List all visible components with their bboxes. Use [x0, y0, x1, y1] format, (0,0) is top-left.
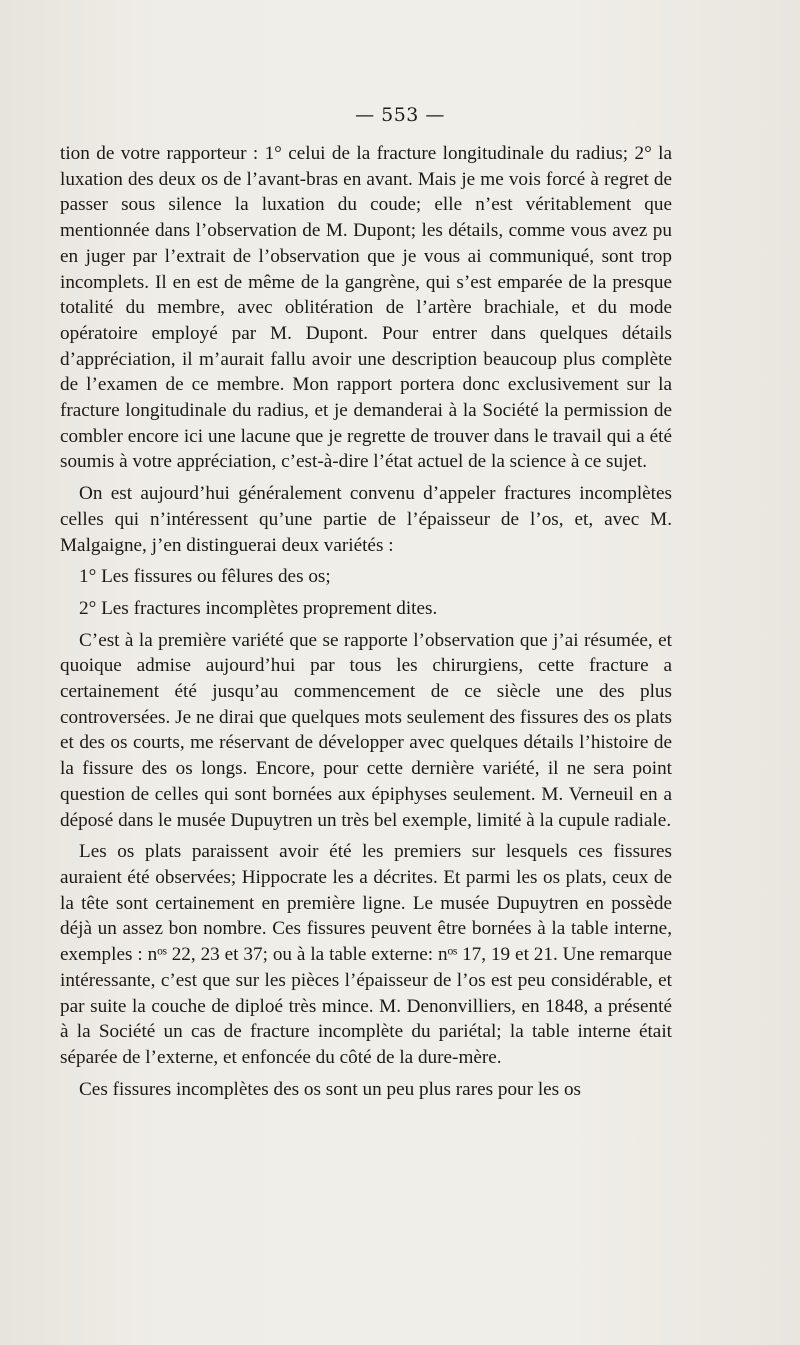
list-item: 1° Les fissures ou fêlures des os;	[79, 566, 331, 588]
paragraph: C’est à la première variété que se rapporte l’observation que j’ai résumée, et quoique admise aujourd’hui par tous les chirurgiens, cette fracture a certainement été jusqu’au commencement de ce siècle une des plus controversées. Je ne dirai que quelques mots seulement des fissures des os plats et des os courts, me réservant de développer avec quelques détails l’histoire de la fissure des os longs. Encore, pour cette dernière variété, il ne sera point question de celles qui sont bornées aux épiphyses seulement. M. Verneuil en a déposé dans le musée Dupuytren un très bel exemple, limité à la cupule radiale.	[60, 629, 672, 831]
list-item: 2° Les fractures incomplètes proprement dites.	[79, 597, 438, 619]
paragraph: tion de votre rapporteur : 1° celui de la fracture longitudinale du radius; 2° la luxation des deux os de l’avant-bras en avant. Mais je me vois forcé à regret de passer sous silence la luxation du coude; elle n’est véritablement que mentionnée dans l’observation de M. Dupont; les détails, comme vous avez pu en juger par l’extrait de l’observation que je vous ai communiqué, sont trop incomplets. Il en est de même de la gangrène, qui s’est emparée de la presque totalité du membre, avec oblitération de l’artère brachiale, et du mode opératoire employé par M. Dupont. Pour entrer dans quelques détails d’appréciation, il m’aurait fallu avoir une description beaucoup plus complète de l’examen de ce membre. Mon rapport portera donc exclusivement sur la fracture longitudinale du radius, et je demanderai à la Société la permission de combler encore ici une lacune que je regrette de trouver dans le travail qui a été soumis à votre appréciation, c’est-à-dire l’état actuel de la science à ce sujet.	[60, 143, 672, 473]
paragraph: Les os plats paraissent avoir été les premiers sur lesquels ces fissures auraient été observées; Hippocrate les a décrites. Et parmi les os plats, ceux de la tête sont certainement en première ligne. Le musée Dupuytren en possède déjà un assez bon nombre. Ces fissures peuvent être bornées à la table interne, exemples : nᵒˢ 22, 23 et 37; ou à la table externe: nᵒˢ 17, 19 et 21. Une remarque intéressante, c’est que sur les pièces l’épaisseur de l’os est peu considérable, et par suite la couche de diploé très mince. M. Denonvilliers, en 1848, a présenté à la Société un cas de fracture incomplète du pariétal; la table interne était séparée de l’externe, et enfoncée du côté de la dure-mère.	[60, 841, 672, 1068]
paragraph: On est aujourd’hui généralement convenu d’appeler fractures incomplètes celles qui n’intéressent qu’une partie de l’épaisseur de l’os, et, avec M. Malgaigne, j’en distinguerai deux variétés :	[60, 483, 672, 556]
paragraph: Ces fissures incomplètes des os sont un peu plus rares pour les os	[79, 1078, 582, 1100]
page-number: — 553 —	[355, 104, 445, 126]
page-body	[60, 141, 672, 1102]
